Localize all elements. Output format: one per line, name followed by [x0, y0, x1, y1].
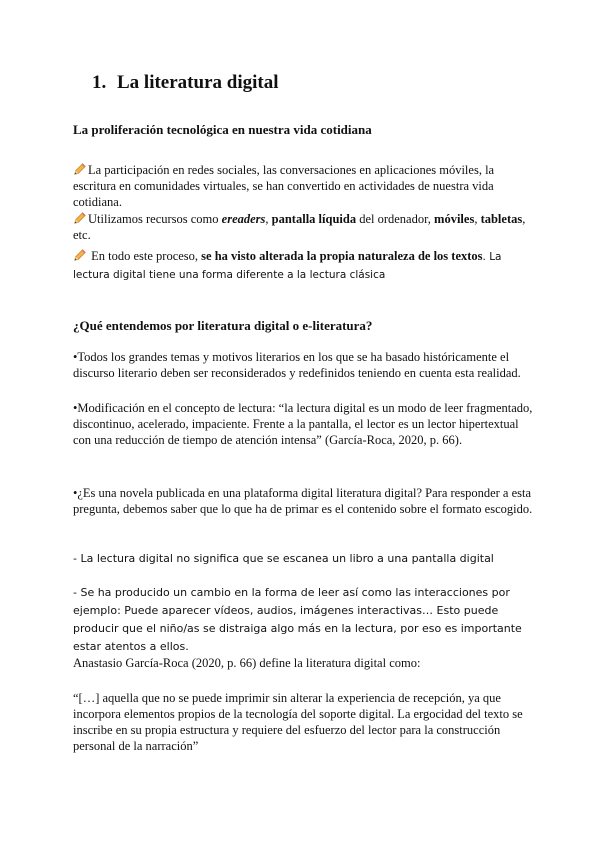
bullet-2-sep-2: , — [474, 212, 481, 226]
bullet-2-text-3: del ordenador, — [356, 212, 435, 226]
dash-note-1: - La lectura digital no significa que se escanea un libro a una pantalla digital — [73, 552, 494, 565]
dash-note-2: - Se ha producido un cambio en la forma de leer así como las interacciones por ejemplo: Puede aparecer vídeos, audios, imágenes interactivas… Esto puede producir que el niño/as se distraiga algo más en la lectura, por eso es importante estar atentos a ellos. — [73, 586, 522, 653]
pencil-icon — [73, 248, 87, 262]
heading-title: La literatura digital — [117, 72, 279, 93]
bullet-3-text-2: . La lectura digital tiene una forma diferente a la lectura clásica — [73, 251, 502, 281]
pantalla-term: pantalla líquida — [271, 212, 357, 226]
ereaders-term: ereaders — [221, 212, 266, 226]
page-title — [92, 72, 278, 94]
section-2-title: ¿Qué entendemos por literatura digital o e-literatura? — [73, 318, 373, 333]
bullet-1 — [73, 162, 533, 210]
bullet-2-text-5: , etc. — [73, 212, 526, 242]
bullet-1-text: La participación en redes sociales, las conversaciones en aplicaciones móviles, la escritura en comunidades virtuales, se han convertido en actividades de nuestra vida cotidiana. — [73, 163, 495, 209]
definition-quote: “[…] aquella que no se puede imprimir sin alterar la experiencia de recepción, ya que incorpora elementos propios de la tecnología del soporte digital. La ergocidad del texto se inscribe en su propia estructura y requiere del esfuerzo del lector para la construcción personal de la narración” — [73, 691, 523, 753]
paragraph-1: •Todos los grandes temas y motivos literarios en los que se ha basado históricamente el discurso literario deben ser reconsiderados y redefinidos teniendo en cuenta esta realidad. — [73, 350, 521, 380]
tabletas-term: tabletas — [480, 212, 523, 226]
section-1-title: La proliferación tecnológica en nuestra vida cotidiana — [73, 122, 372, 137]
bullet-3 — [73, 248, 533, 284]
paragraph-2: •Modificación en el concepto de lectura: “la lectura digital es un modo de leer fragmentado, discontinuo, acelerado, impaciente. Frente a la pantalla, el lector es un lector hipertextual con una reducción de tiempo de atención intensa” (García-Roca, 2020, p. 66). — [73, 401, 533, 447]
pencil-icon — [73, 211, 87, 225]
heading-number: 1. — [92, 72, 107, 93]
bullet-2 — [73, 211, 533, 243]
bullet-2-text-1: Utilizamos recursos como — [88, 212, 222, 226]
bullet-2-sep: , — [265, 212, 272, 226]
bullet-3-text-1: En todo este proceso, — [88, 249, 202, 263]
definition-intro: Anastasio García-Roca (2020, p. 66) define la literatura digital como: — [73, 656, 421, 670]
paragraph-3: •¿Es una novela publicada en una plataforma digital literatura digital? Para responder a esta pregunta, debemos saber que lo que ha de primar es el contenido sobre el formato escogido. — [73, 486, 533, 516]
pencil-icon — [73, 162, 87, 176]
moviles-term: móviles — [434, 212, 475, 226]
bullet-3-bold: se ha visto alterada la propia naturaleza de los textos — [201, 249, 483, 263]
